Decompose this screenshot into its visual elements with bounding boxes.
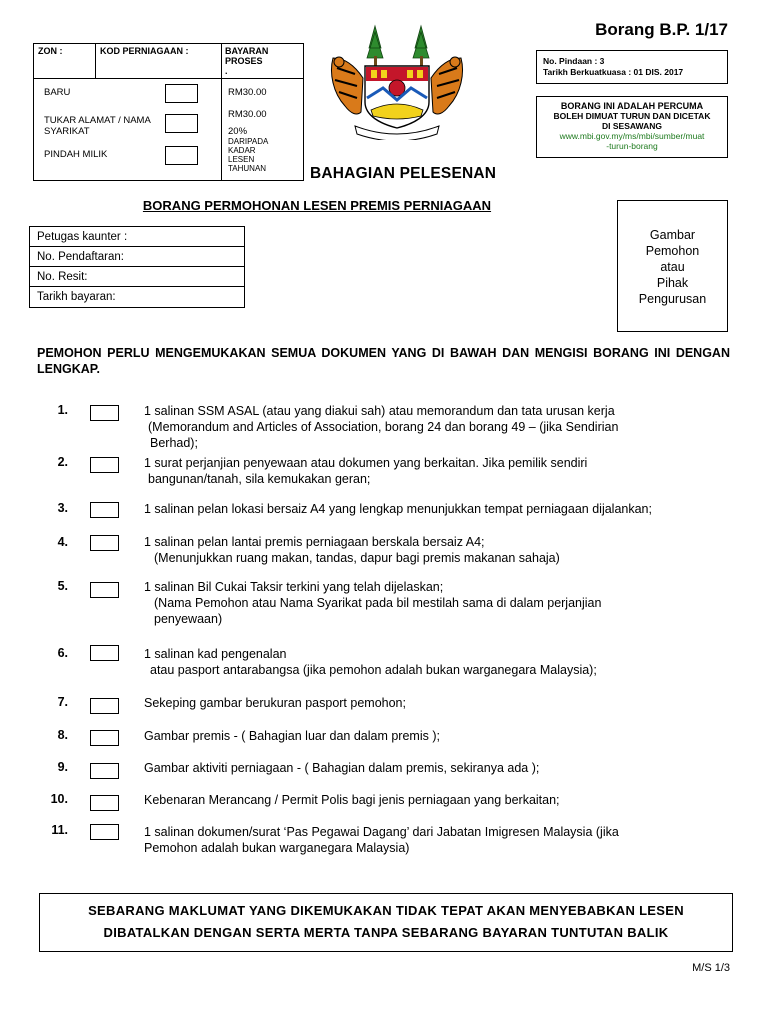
item-text: 1 surat perjanjian penyewaan atau dokumen yang berkaitan. Jika pemilik sendiri bangunan/tanah, sila kemukakan geran; xyxy=(144,456,588,486)
item-text: Sekeping gambar berukuran pasport pemohon; xyxy=(144,696,406,710)
item-checkbox[interactable] xyxy=(90,535,119,551)
fee-baru: RM30.00 xyxy=(228,87,267,98)
free-form-notice xyxy=(536,96,728,158)
item-text: 1 salinan dokumen/surat ‘Pas Pegawai Dagang’ dari Jabatan Imigresen Malaysia (jika Pemohon adalah bukan warganegara Malaysia) xyxy=(144,825,619,855)
download-url-line1[interactable]: www.mbi.gov.my/ms/mbi/sumber/muat xyxy=(559,131,705,141)
fee-tukar: RM30.00 xyxy=(228,109,267,120)
item-number: 11. xyxy=(51,823,68,837)
office-use-table xyxy=(29,226,245,308)
fee-row-pindah-label: PINDAH MILIK xyxy=(44,149,108,160)
item-number: 2. xyxy=(57,455,68,469)
item-text: 1 salinan pelan lantai premis perniagaan berskala bersaiz A4; (Menunjukkan ruang makan, tandas, dapur bagi premis makanan sahaja) xyxy=(144,535,560,565)
item-number: 5. xyxy=(57,579,68,593)
item-text: 1 salinan kad pengenalan atau pasport antarabangsa (jika pemohon adalah bukan warganegara Malaysia); xyxy=(144,647,597,677)
fee-pindah-note: DARIPADA KADAR LESEN TAHUNAN xyxy=(228,137,268,173)
bayaran-proses-label: BAYARAN PROSES . xyxy=(225,46,269,76)
free-form-line1: BORANG INI ADALAH PERCUMA xyxy=(560,101,704,111)
field-no-pendaftaran[interactable]: No. Pendaftaran: xyxy=(30,247,244,267)
instruction-text: PEMOHON PERLU MENGEMUKAKAN SEMUA DOKUMEN YANG DI BAWAH DAN MENGISI BORANG INI DENGAN LENGKAP. xyxy=(37,346,730,376)
item-number: 3. xyxy=(57,501,68,515)
council-crest-logo xyxy=(325,18,469,140)
photo-box-line: Gambar xyxy=(649,228,696,242)
amendment-box xyxy=(536,50,728,84)
photo-box-line: Pengurusan xyxy=(638,292,707,306)
page-number: M/S 1/3 xyxy=(692,962,730,974)
item-number: 10. xyxy=(50,792,68,806)
item-number: 7. xyxy=(57,695,68,709)
item-number: 9. xyxy=(57,760,68,774)
warning-notice xyxy=(39,893,733,952)
kod-perniagaan-label: KOD PERNIAGAAN : xyxy=(100,46,189,56)
photo-box[interactable] xyxy=(617,200,728,332)
department-title: BAHAGIAN PELESENAN xyxy=(310,165,497,182)
fee-table xyxy=(33,43,304,181)
field-no-resit[interactable]: No. Resit: xyxy=(30,267,244,287)
fee-row-tukar-label: TUKAR ALAMAT / NAMA SYARIKAT xyxy=(44,115,151,137)
item-text: Gambar premis - ( Bahagian luar dan dalam premis ); xyxy=(144,729,440,743)
effective-date: Tarikh Berkuatkuasa : 01 DIS. 2017 xyxy=(543,67,684,77)
zon-label: ZON : xyxy=(38,46,63,56)
item-checkbox[interactable] xyxy=(90,645,119,661)
item-checkbox[interactable] xyxy=(90,763,119,779)
form-title: BORANG PERMOHONAN LESEN PREMIS PERNIAGAAN xyxy=(142,198,492,213)
item-checkbox[interactable] xyxy=(90,502,119,518)
download-url-line2[interactable]: -turun-borang xyxy=(606,141,658,151)
item-text: Gambar aktiviti perniagaan - ( Bahagian dalam premis, sekiranya ada ); xyxy=(144,761,540,775)
photo-box-line: Pihak xyxy=(656,276,689,290)
item-text: 1 salinan SSM ASAL (atau yang diakui sah) atau memorandum dan tata urusan kerja (Memorandum and Articles of Association, borang 24 dan borang 49 – (jika Sendirian Berhad); xyxy=(144,404,619,450)
warning-line1: SEBARANG MAKLUMAT YANG DIKEMUKAKAN TIDAK TEPAT AKAN MENYEBABKAN LESEN xyxy=(88,903,684,918)
item-text: 1 salinan pelan lokasi bersaiz A4 yang lengkap menunjukkan tempat perniagaan dijalankan; xyxy=(144,502,652,516)
item-checkbox[interactable] xyxy=(90,795,119,811)
item-checkbox[interactable] xyxy=(90,582,119,598)
checkbox-baru[interactable] xyxy=(165,84,198,103)
item-text: Kebenaran Merancang / Permit Polis bagi jenis perniagaan yang berkaitan; xyxy=(144,793,560,807)
field-tarikh-bayaran[interactable]: Tarikh bayaran: xyxy=(37,291,116,303)
item-checkbox[interactable] xyxy=(90,698,119,714)
item-checkbox[interactable] xyxy=(90,730,119,746)
item-number: 8. xyxy=(57,728,68,742)
fee-row-baru-label: BARU xyxy=(44,87,71,98)
checkbox-pindah-milik[interactable] xyxy=(165,146,198,165)
amendment-number: No. Pindaan : 3 xyxy=(543,56,605,66)
item-number: 4. xyxy=(57,535,68,549)
field-petugas-kaunter[interactable]: Petugas kaunter : xyxy=(30,227,244,247)
item-checkbox[interactable] xyxy=(90,824,119,840)
item-number: 1. xyxy=(57,403,68,417)
item-checkbox[interactable] xyxy=(90,457,119,473)
form-code: Borang B.P. 1/17 xyxy=(595,20,728,39)
photo-box-line: atau xyxy=(660,260,685,274)
checkbox-tukar-alamat[interactable] xyxy=(165,114,198,133)
warning-line2: DIBATALKAN DENGAN SERTA MERTA TANPA SEBARANG BAYARAN TUNTUTAN BALIK xyxy=(103,925,669,940)
photo-box-line: Pemohon xyxy=(645,244,700,258)
free-form-line3: DI SESAWANG xyxy=(602,121,662,131)
item-text: 1 salinan Bil Cukai Taksir terkini yang telah dijelaskan; (Nama Pemohon atau Nama Syarikat pada bil mestilah sama di dalam perjanjian penyewaan) xyxy=(144,580,602,626)
free-form-line2: BOLEH DIMUAT TURUN DAN DICETAK xyxy=(553,111,711,121)
item-number: 6. xyxy=(57,646,68,660)
item-checkbox[interactable] xyxy=(90,405,119,421)
fee-pindah-pct: 20% xyxy=(228,126,248,137)
